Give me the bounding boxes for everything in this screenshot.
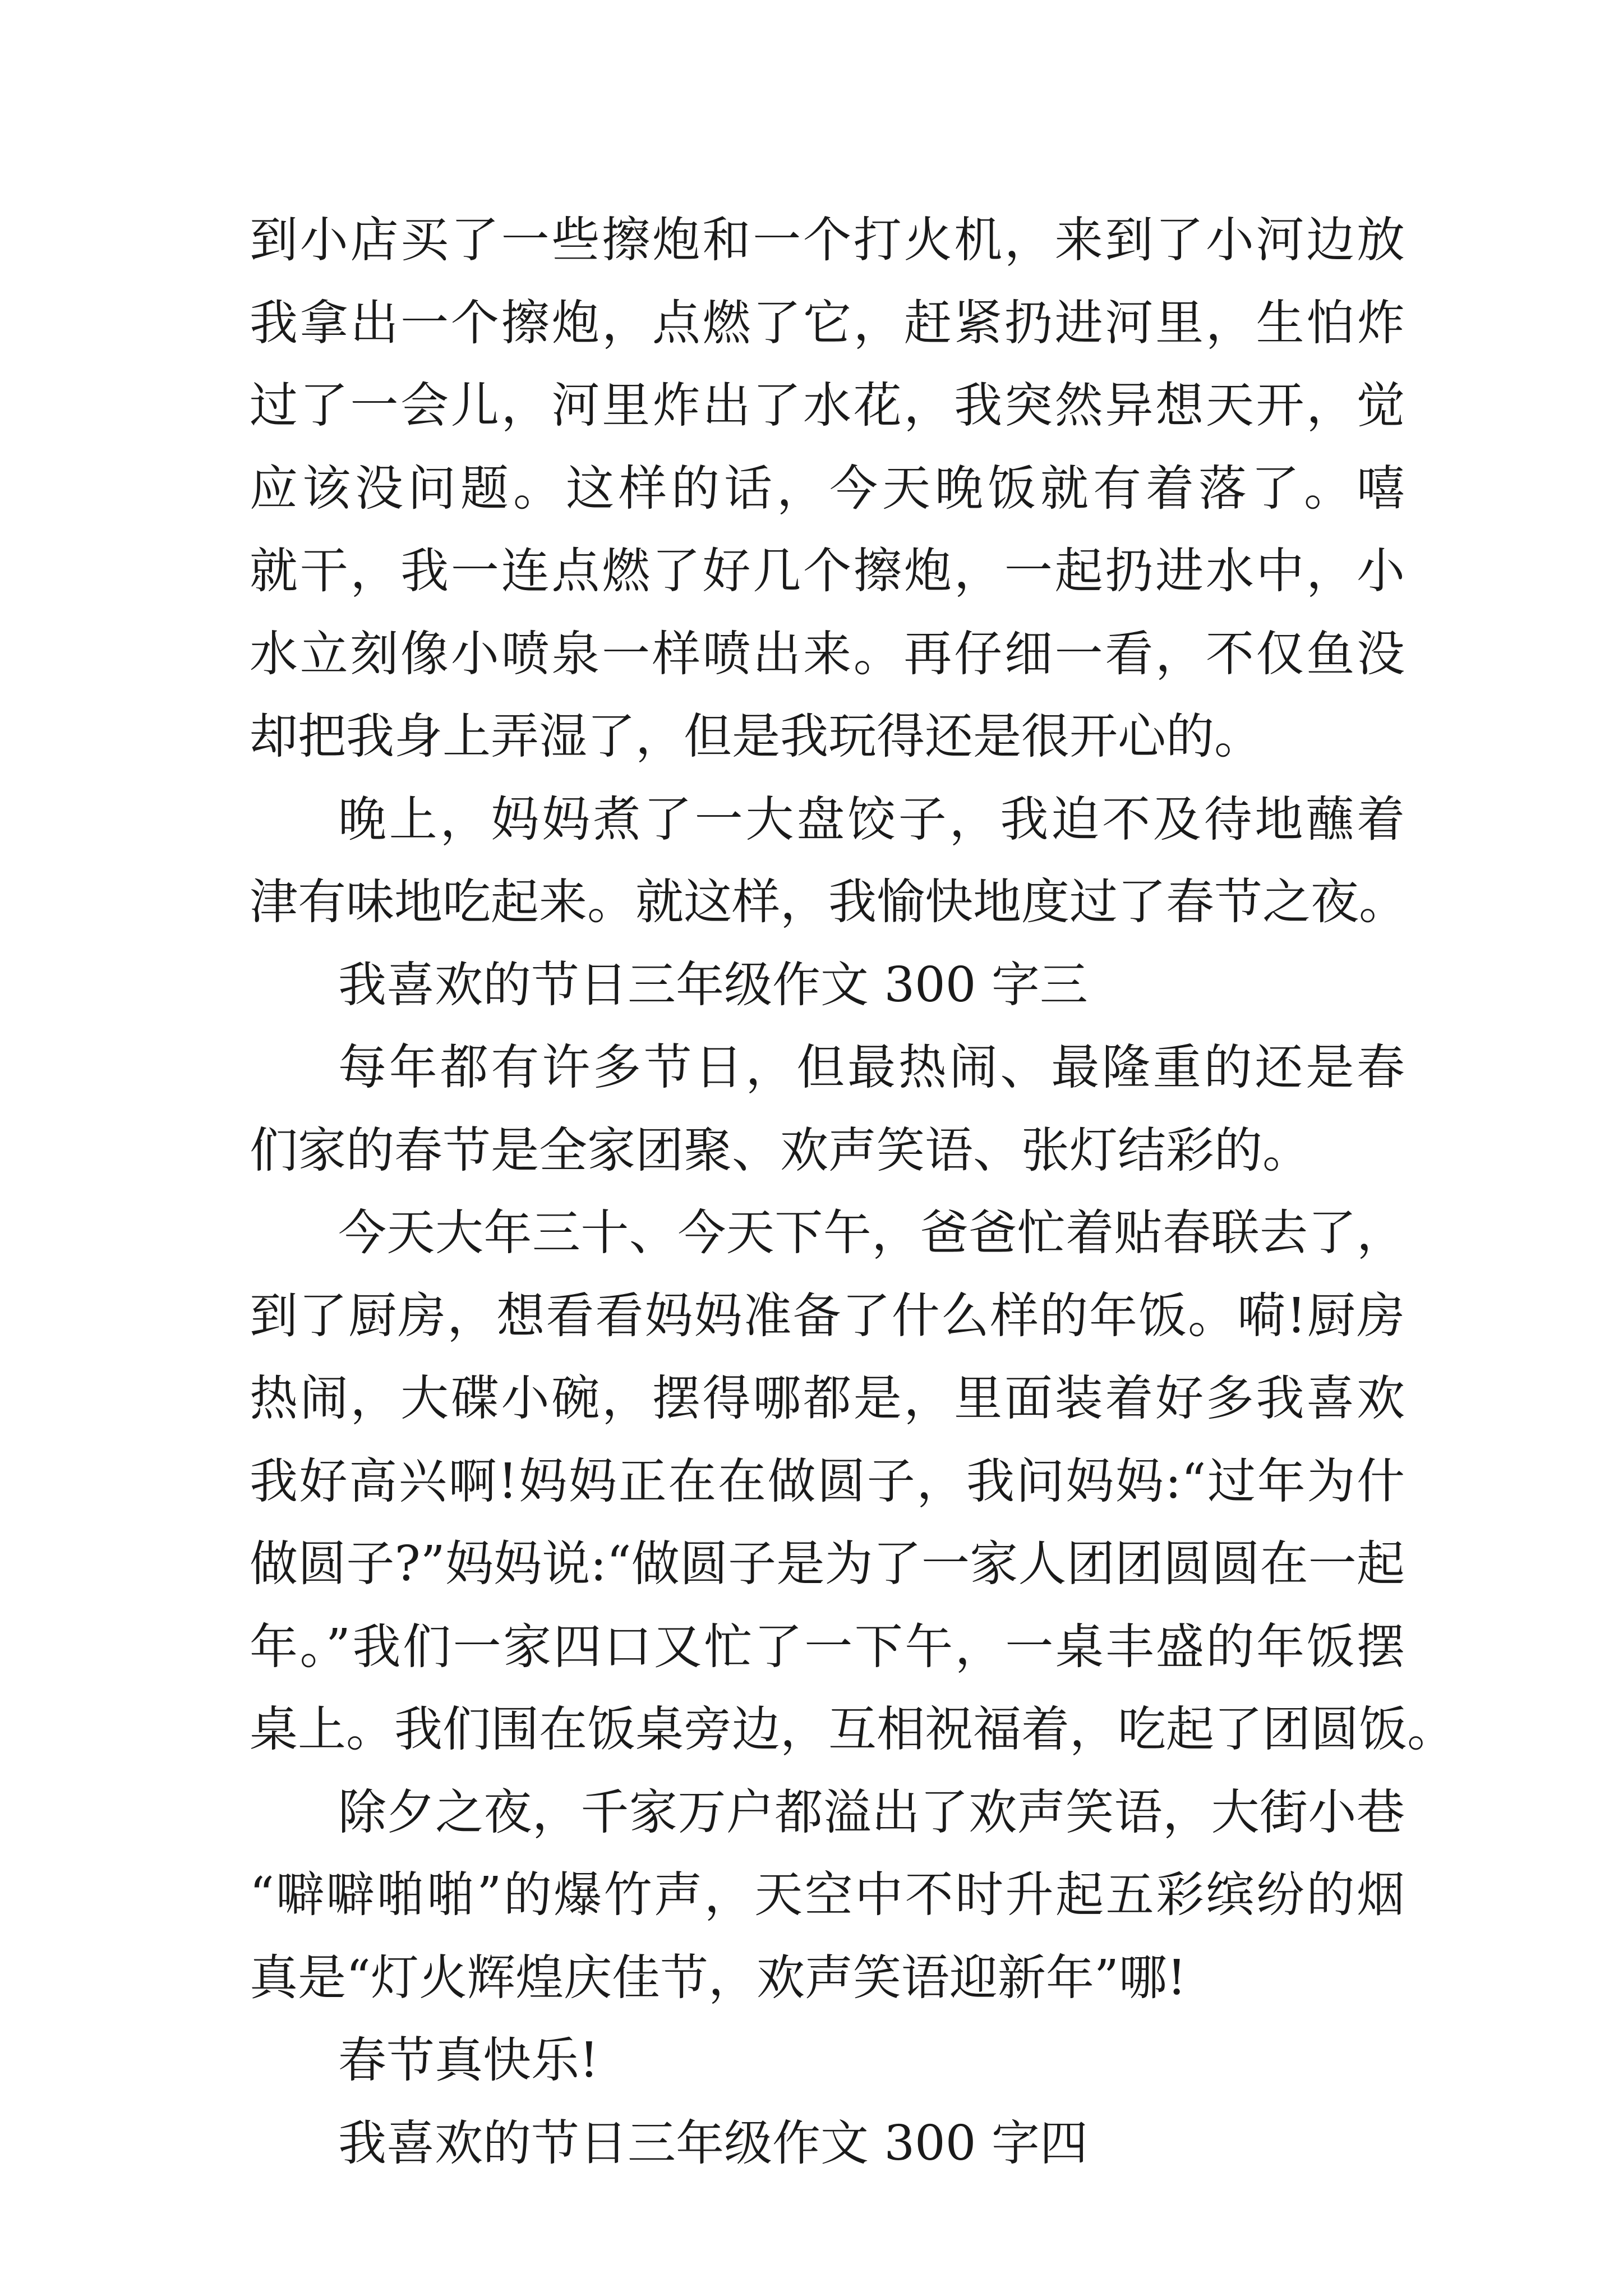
text-line: 热闹，大碟小碗，摆得哪都是，里面装着好多我喜欢 xyxy=(250,1370,1405,1427)
section-heading: 我喜欢的节日三年级作文 300 字三 xyxy=(338,956,1088,1013)
paragraph-start: 每年都有许多节日，但最热闹、最隆重的还是春 xyxy=(338,1039,1405,1096)
text-line: 应该没问题。这样的话，今天晚饭就有着落了。嘻 xyxy=(250,460,1405,517)
section-heading: 我喜欢的节日三年级作文 300 字四 xyxy=(338,2115,1088,2171)
text-line: 我好高兴啊!妈妈正在在做圆子，我问妈妈:“过年为什 xyxy=(250,1453,1405,1510)
text-line: 们家的春节是全家团聚、欢声笑语、张灯结彩的。 xyxy=(250,1122,1311,1179)
text-line: 津有味地吃起来。就这样，我愉快地度过了春节之夜。 xyxy=(250,874,1407,930)
text-line: 年。”我们一家四口又忙了一下午，一桌丰盛的年饭摆 xyxy=(250,1618,1405,1675)
text-line: 到小店买了一些擦炮和一个打火机，来到了小河边放 xyxy=(250,212,1405,268)
text-line: 做圆子?”妈妈说:“做圆子是为了一家人团团圆圆在一起 xyxy=(250,1536,1405,1592)
text-line: 却把我身上弄湿了，但是我玩得还是很开心的。 xyxy=(250,708,1262,765)
text-line: 到了厨房，想看看妈妈准备了什么样的年饭。嗬!厨房 xyxy=(250,1287,1405,1344)
text-line: 我拿出一个擦炮，点燃了它，赶紧扔进河里，生怕炸 xyxy=(250,295,1405,351)
paragraph-start: 今天大年三十、今天下午，爸爸忙着贴春联去了， xyxy=(338,1205,1405,1261)
text-line: 过了一会儿，河里炸出了水花，我突然异想天开，觉 xyxy=(250,378,1405,434)
text-line: “噼噼啪啪”的爆竹声，天空中不时升起五彩缤纷的烟 xyxy=(250,1867,1405,1923)
essay-text xyxy=(250,199,1455,2185)
paragraph-start: 晚上，妈妈煮了一大盘饺子，我迫不及待地蘸着 xyxy=(338,791,1405,848)
text-line: 就干，我一连点燃了好几个擦炮，一起扔进水中，小 xyxy=(250,543,1405,599)
paragraph-start: 除夕之夜，千家万户都溢出了欢声笑语，大街小巷 xyxy=(338,1784,1405,1841)
text-line: 水立刻像小喷泉一样喷出来。再仔细一看，不仅鱼没 xyxy=(250,625,1405,682)
text-line: 桌上。我们围在饭桌旁边，互相祝福着，吃起了团圆饭。 xyxy=(250,1701,1455,1757)
paragraph-start: 春节真快乐! xyxy=(338,2032,599,2088)
text-line: 真是“灯火辉煌庆佳节，欢声笑语迎新年”哪! xyxy=(250,1949,1187,2006)
